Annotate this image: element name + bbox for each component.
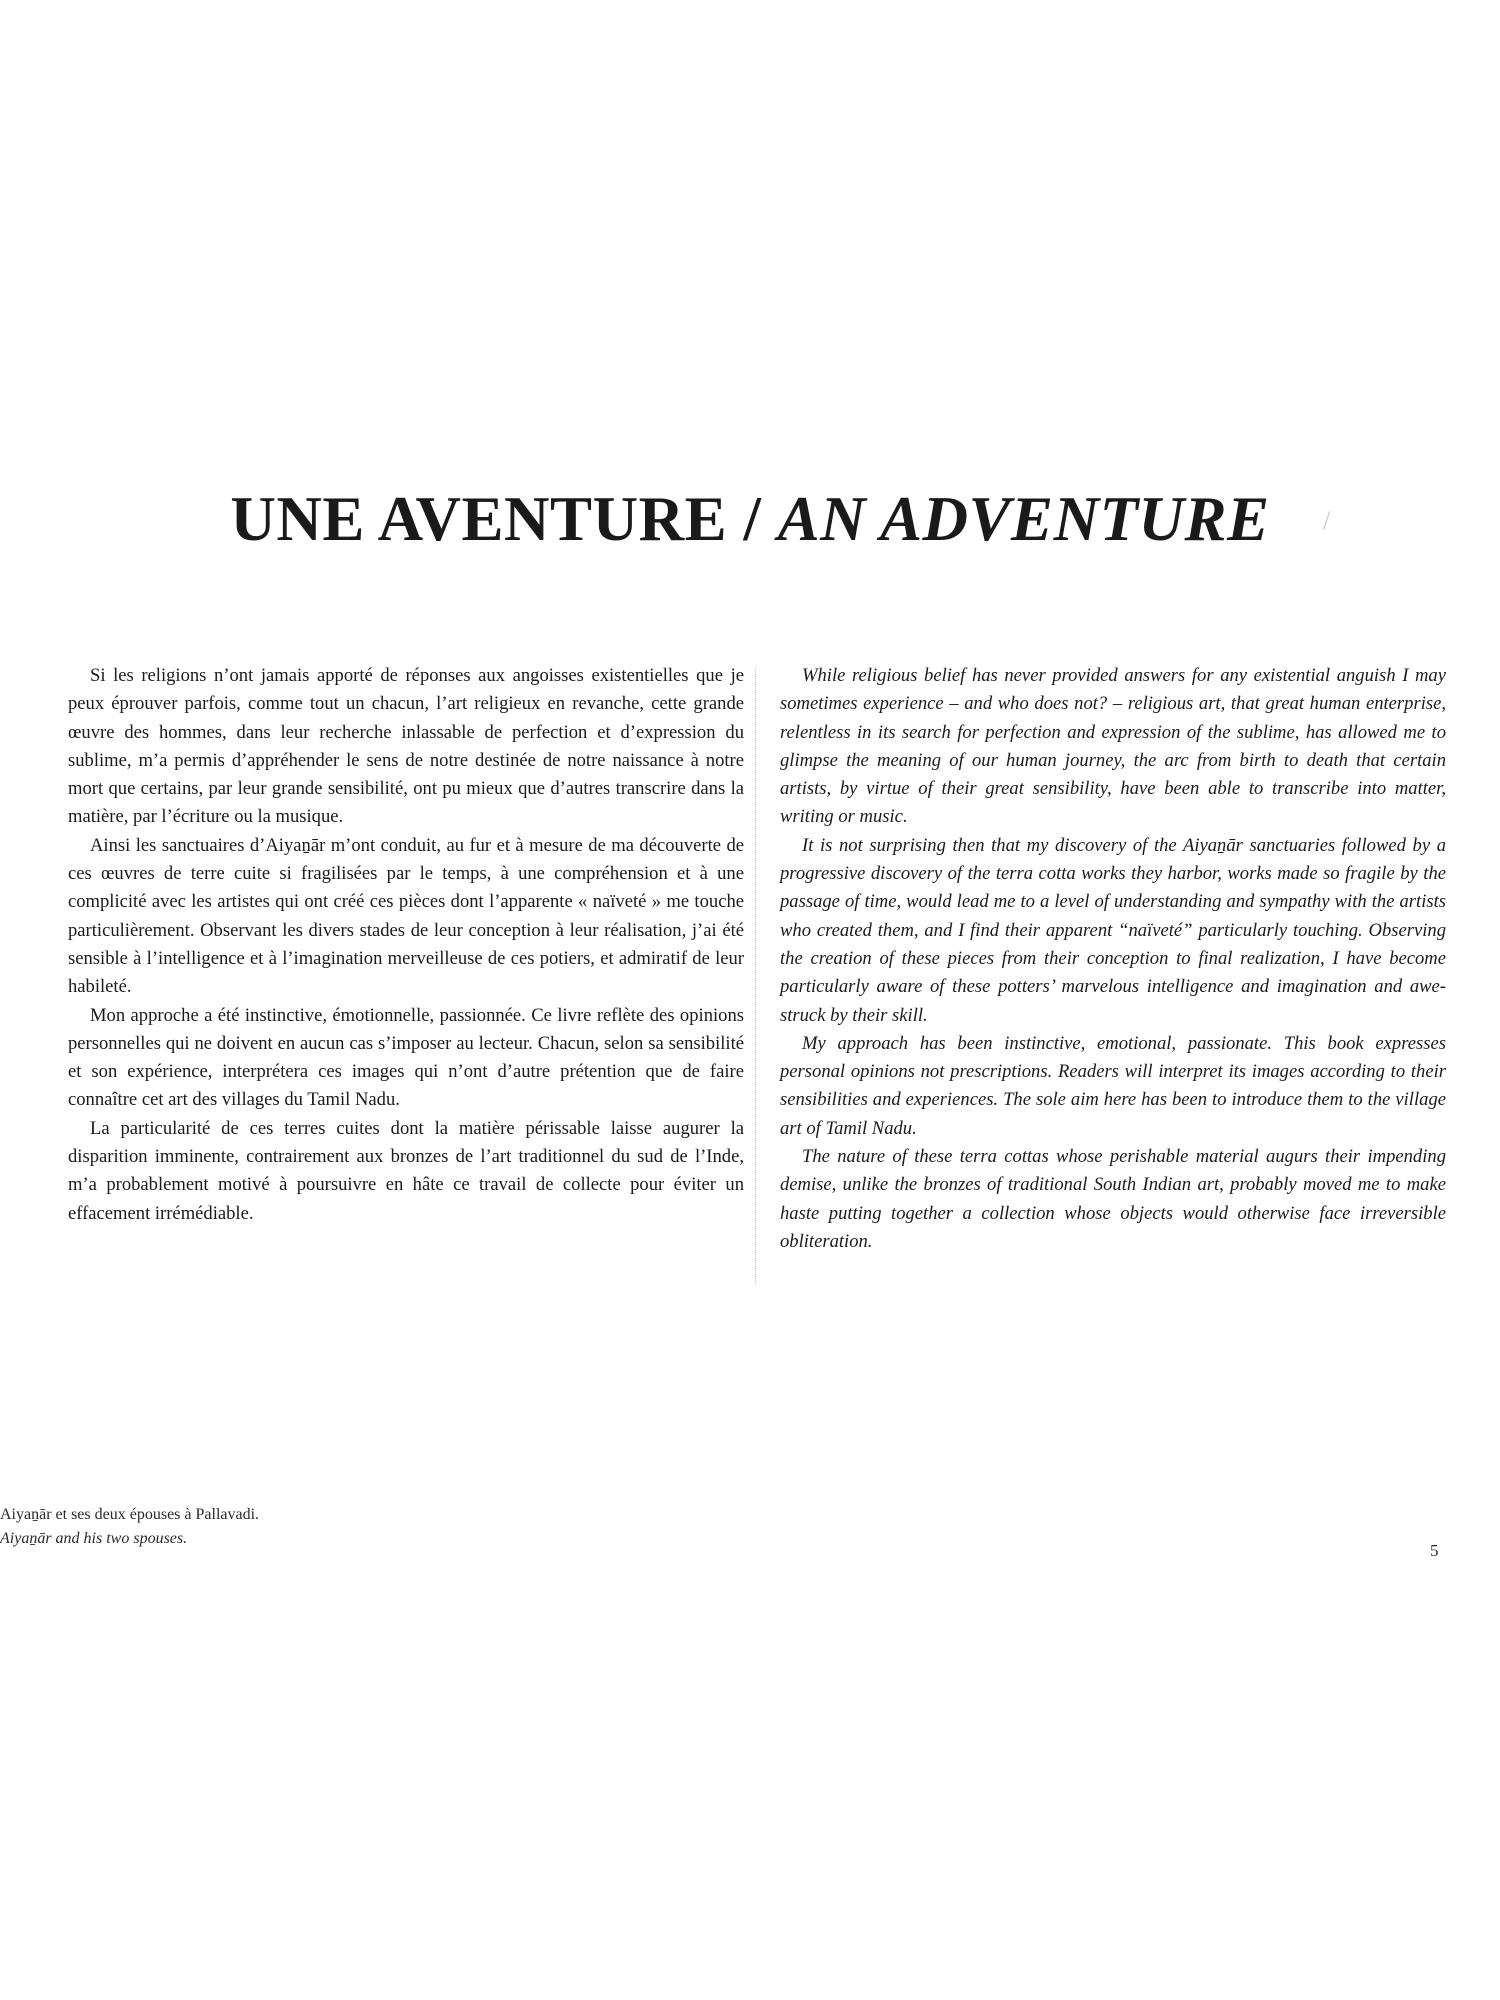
title-french: UNE AVENTURE / bbox=[230, 484, 762, 554]
image-caption bbox=[0, 1503, 259, 1551]
title-english: AN ADVENTURE bbox=[777, 484, 1270, 554]
french-paragraph-2: Ainsi les sanctuaires d’Aiyaṉār m’ont conduit, au fur et à mesure de ma découverte de ces œuvres de terre cuite si fragilisées par le temps, à une compréhension et à une complicité avec les artistes qui ont créé ces pièces dont l’apparente « naïveté » me touche particulièrement. Observant les divers stades de leur conception à leur réalisation, j’ai été sensible à l’intelligence et à l’imagination merveilleuse de ces potiers, et admiratif de leur habileté. bbox=[68, 834, 744, 998]
english-paragraph-1: While religious belief has never provided answers for any existential anguish I may sometimes experience – and who does not? – religious art, that great human enterprise, relentless in its search for perfection and expression of the sublime, has allowed me to glimpse the meaning of our human journey, the arc from birth to death that certain artists, by virtue of their great sensibility, have been able to transcribe into matter, writing or music. bbox=[780, 665, 1446, 828]
stray-slash-mark: / bbox=[1323, 506, 1331, 535]
caption-english: Aiyaṉār and his two spouses. bbox=[0, 1530, 188, 1547]
column-divider bbox=[755, 668, 756, 1283]
french-paragraph-1: Si les religions n’ont jamais apporté de réponses aux angoisses existentielles que je peux éprouver parfois, comme tout un chacun, l’art religieux en revanche, cette grande œuvre des hommes, dans leur recherche inlassable de perfection et d’expression du sublime, m’a permis d’appréhender le sens de notre destinée de notre naissance à notre mort que certains, par leur grande sensibilité, ont pu mieux que d’autres transcrire dans la matière, par l’écriture ou la musique. bbox=[68, 665, 744, 828]
french-text-column bbox=[68, 662, 744, 1228]
english-paragraph-4: The nature of these terra cottas whose perishable material augurs their impending demise, unlike the bronzes of traditional South Indian art, probably moved me to make haste putting together a collection whose objects would otherwise face irreversible obliteration. bbox=[780, 1146, 1446, 1252]
page-number: 5 bbox=[1430, 1541, 1439, 1560]
french-paragraph-4: La particularité de ces terres cuites dont la matière périssable laisse augurer la disparition imminente, contrairement aux bronzes de l’art traditionnel du sud de l’Inde, m’a probablement motivé à poursuivre en hâte ce travail de collecte pour éviter un effacement irrémédiable. bbox=[68, 1117, 744, 1224]
caption-french: Aiyaṉār et ses deux épouses à Pallavadi. bbox=[0, 1506, 260, 1523]
english-paragraph-2: It is not surprising then that my discovery of the Aiyaṉār sanctuaries followed by a progressive discovery of the terra cotta works they harbor, works made so fragile by the passage of time, would lead me to a level of understanding and sympathy with the artists who created them, and I find their apparent “naïveté” particularly touching. Observing the creation of these pieces from their conception to final realization, I have become particularly aware of these potters’ marvelous intelligence and imagination and awe-struck by their skill. bbox=[780, 834, 1446, 1026]
french-paragraph-3: Mon approche a été instinctive, émotionnelle, passionnée. Ce livre reflète des opinions personnelles qui ne doivent en aucun cas s’imposer au lecteur. Chacun, selon sa sensibilité et son expérience, interprétera ces images qui n’ont d’autre prétention que de faire connaître cet art des villages du Tamil Nadu. bbox=[68, 1004, 744, 1111]
page-title bbox=[0, 484, 1500, 554]
english-paragraph-3: My approach has been instinctive, emotional, passionate. This book expresses personal opinions not prescriptions. Readers will interpret its images according to their sensibilities and experiences. The sole aim here has been to introduce them to the village art of Tamil Nadu. bbox=[780, 1032, 1446, 1139]
english-text-column bbox=[780, 662, 1446, 1256]
